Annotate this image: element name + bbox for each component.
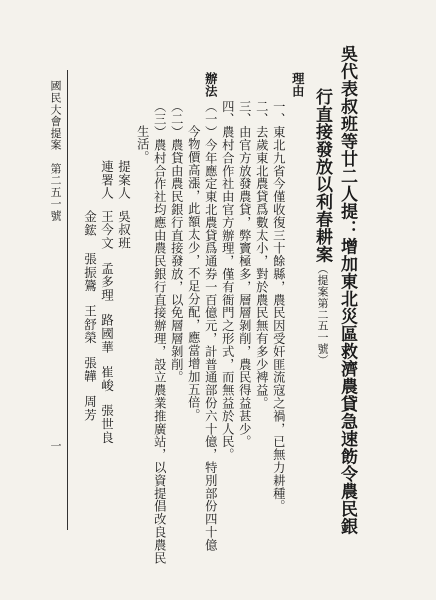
cosigner-name: 張世良 [99, 404, 115, 445]
footer-text: 國民大會提案 第二五一號 [49, 80, 62, 222]
cosigner-name: 張振鷟 [82, 252, 98, 293]
cosigner-name: 張韡 [82, 356, 98, 384]
page-mark: 一 [49, 440, 62, 452]
method-item-1: （一）今年應定東北農貸爲通券一百億元，計普通部份六十億，特別部份四十億 [203, 100, 218, 552]
cosigner-name: 崔峻 [99, 365, 115, 393]
title-line-1: 吳代表叔班等廿二人提：增加東北災區救濟農貸急速飭令農民銀 [337, 45, 357, 535]
reason-item-4: 四、農村合作社由官方辦理，僅有衙門之形式，而無益於人民。 [220, 100, 235, 462]
method-item-3: （三）農村合作社均應由農民銀行直接辦理，設立農業推廣站，以資提倡改良農民 [152, 100, 167, 565]
reason-item-1: 一、東北九省今僅收復三十餘縣，農民因受奸匪流寇之禍，已無力耕種。 [271, 100, 286, 513]
cosigner-row-2 [83, 210, 96, 422]
proposal-number: （提案第二五一號） [316, 263, 329, 366]
cosigner-name: 王今文 [99, 209, 115, 250]
cosigner-name: 王舒榮 [82, 304, 98, 345]
reason-item-2: 二、去歲東北農貸爲數太小，對於農民無有多少裨益。 [254, 100, 269, 410]
cosigner-name: 金鋐 [82, 210, 98, 237]
cosigner-name: 周芳 [82, 395, 98, 422]
proposer-label: 提案人 [116, 160, 132, 200]
title-line-2-text: 行直接發放以利春耕案 [312, 88, 332, 263]
proposer-name: 吳叔班 [116, 209, 132, 250]
method-item-3-cont: 生活。 [135, 125, 150, 164]
cosigner-name: 孟多理 [99, 261, 115, 302]
reason-heading: 理由 [290, 72, 306, 98]
footer-divider [67, 70, 68, 530]
cosigner-label: 連署人 [99, 160, 115, 200]
title-line-2 [313, 88, 330, 366]
method-item-1-cont: 今物價高漲，此額太少，不足分配，應當增加五倍。 [186, 125, 201, 422]
cosigner-name: 路國華 [99, 313, 115, 354]
method-item-2: （二）農貸由農民銀行直接發放，以免層層剝削。 [169, 100, 184, 384]
method-heading: 辦法 [203, 72, 219, 98]
cosigner-row-1 [100, 160, 113, 444]
proposer-line [117, 160, 130, 250]
reason-item-3: 三、由官方放發農貸，弊竇極多，層層剝削，農民得益甚少。 [237, 100, 252, 449]
